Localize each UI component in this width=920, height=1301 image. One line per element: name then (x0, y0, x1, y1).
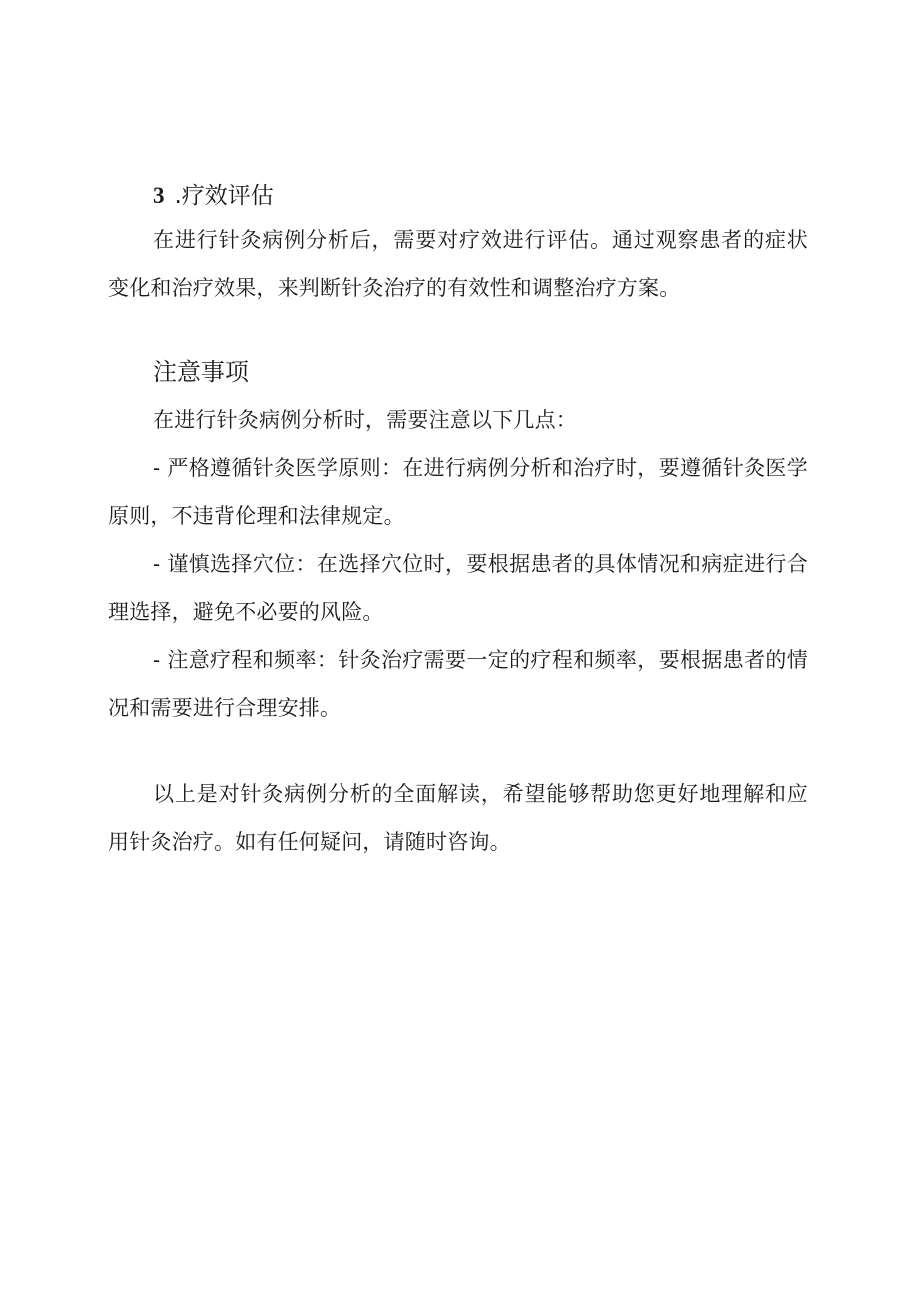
conclusion-paragraph: 以上是对针灸病例分析的全面解读，希望能够帮助您更好地理解和应用针灸治疗。如有任何疑问，请随时咨询。 (108, 782, 808, 854)
spacer (108, 312, 808, 350)
section-heading-efficacy (108, 176, 808, 216)
section-paragraph-efficacy: 在进行针灸病例分析后，需要对疗效进行评估。通过观察患者的症状变化和治疗效果，来判断针灸治疗的有效性和调整治疗方案。 (108, 228, 808, 300)
notes-item: - 注意疗程和频率：针灸治疗需要一定的疗程和频率，要根据患者的情况和需要进行合理安排。 (108, 648, 808, 720)
notes-intro: 在进行针灸病例分析时，需要注意以下几点： (153, 408, 577, 432)
notes-item: - 严格遵循针灸医学原则：在进行病例分析和治疗时，要遵循针灸医学原则，不违背伦理和法律规定。 (108, 456, 808, 528)
notes-item: - 谨慎选择穴位：在选择穴位时，要根据患者的具体情况和病症进行合理选择，避免不必要的风险。 (108, 552, 808, 624)
document-content (108, 176, 808, 866)
spacer (108, 732, 808, 770)
section-number: 3 (153, 183, 165, 208)
notes-heading: 注意事项 (153, 358, 249, 386)
section-title: .疗效评估 (174, 183, 274, 209)
